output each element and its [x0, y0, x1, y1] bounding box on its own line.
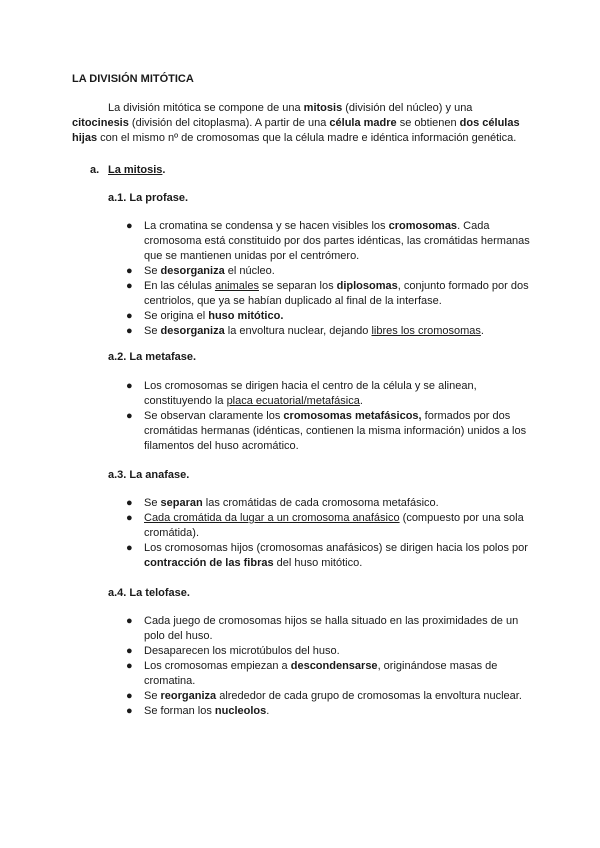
item-bold: reorganiza	[160, 690, 217, 702]
list-item	[126, 279, 530, 309]
item-text: .	[480, 325, 484, 337]
bullet-icon: ●	[126, 705, 133, 717]
bullet-icon: ●	[126, 512, 133, 524]
metafase-heading: a.2. La metafase.	[108, 351, 197, 363]
section-period: .	[162, 164, 166, 176]
item-text: Desaparecen los microtúbulos del huso.	[144, 645, 340, 657]
list-item	[126, 379, 530, 409]
item-bold: huso mitótico.	[208, 310, 284, 322]
item-text: la envoltura nuclear, dejando	[224, 325, 372, 337]
list-item	[126, 704, 530, 719]
intro-text: se obtienen	[396, 117, 460, 129]
item-text: En las células	[144, 280, 215, 292]
item-text: Los cromosomas se dirigen hacia el centro de la célula y se alinean, constituyendo la	[144, 380, 477, 407]
bullet-icon: ●	[126, 280, 133, 292]
item-text: Se origina el	[144, 310, 209, 322]
anafase-heading: a.3. La anafase.	[108, 469, 190, 481]
item-text: se separan los	[258, 280, 337, 292]
item-text: Se observan claramente los	[144, 410, 284, 422]
item-text: .	[359, 395, 363, 407]
profase-list	[126, 219, 530, 339]
term-mitosis: mitosis	[303, 102, 343, 114]
list-item	[126, 324, 530, 339]
item-underline: libres los cromosomas	[371, 325, 481, 337]
item-text: , conjunto formado por dos centriolos, que ya se habían duplicado al final de la interfase.	[144, 280, 529, 307]
list-item	[126, 496, 530, 511]
bullet-icon: ●	[126, 542, 133, 554]
item-text: del huso mitótico.	[273, 557, 363, 569]
bullet-icon: ●	[126, 615, 133, 627]
item-bold: separan	[160, 497, 203, 509]
item-text: las cromátidas de cada cromosoma metafásico.	[202, 497, 439, 509]
item-text: , originándose masas de cromatina.	[144, 660, 498, 687]
item-text: alrededor de cada grupo de cromosomas la envoltura nuclear.	[216, 690, 522, 702]
bullet-icon: ●	[126, 220, 133, 232]
telofase-heading: a.4. La telofase.	[108, 587, 190, 599]
item-bold: nucleolos	[214, 705, 267, 717]
telofase-list	[126, 614, 530, 719]
profase-heading: a.1. La profase.	[108, 192, 189, 204]
section-a-heading	[90, 163, 165, 178]
term-dos-celulas: dos células hijas	[72, 117, 520, 144]
section-label: La mitosis	[108, 164, 163, 176]
item-bold: descondensarse	[290, 660, 378, 672]
item-text: Se forman los	[144, 705, 215, 717]
list-item	[126, 614, 530, 644]
item-text: el núcleo.	[224, 265, 275, 277]
list-item	[126, 264, 530, 279]
list-item	[126, 219, 530, 264]
list-item	[126, 541, 530, 571]
item-text: . Cada cromosoma está constituido por dos partes idénticas, las cromátidas hermanas que se mantienen unidas por el centrómero.	[144, 220, 530, 262]
item-bold: desorganiza	[160, 325, 225, 337]
bullet-icon: ●	[126, 380, 133, 392]
list-item	[126, 511, 530, 541]
item-bold: cromosomas metafásicos,	[283, 410, 422, 422]
list-item	[126, 644, 530, 659]
metafase-list	[126, 379, 530, 454]
anafase-list	[126, 496, 530, 571]
bullet-icon: ●	[126, 690, 133, 702]
bullet-icon: ●	[126, 660, 133, 672]
term-celula-madre: célula madre	[329, 117, 397, 129]
item-underline: Cada cromátida da lugar a un cromosoma anafásico	[144, 512, 400, 524]
item-underline: animales	[214, 280, 259, 292]
list-item	[126, 309, 530, 324]
bullet-icon: ●	[126, 497, 133, 509]
item-text: (compuesto por una sola cromátida).	[144, 512, 524, 539]
item-text: Cada juego de cromosomas hijos se halla situado en las proximidades de un polo del huso.	[144, 615, 519, 642]
item-text: Se	[144, 325, 161, 337]
list-item	[126, 409, 530, 454]
item-text: .	[266, 705, 270, 717]
item-bold: diplosomas	[336, 280, 398, 292]
intro-text: con el mismo nº de cromosomas que la célula madre e idéntica información genética.	[97, 132, 517, 144]
intro-text: (división del núcleo) y una	[342, 102, 473, 114]
item-text: La cromatina se condensa y se hacen visibles los	[144, 220, 389, 232]
item-text: Se	[144, 265, 161, 277]
bullet-icon: ●	[126, 325, 133, 337]
list-item	[126, 659, 530, 689]
item-bold: desorganiza	[160, 265, 225, 277]
bullet-icon: ●	[126, 310, 133, 322]
item-bold: contracción de las fibras	[144, 557, 274, 569]
bullet-icon: ●	[126, 265, 133, 277]
item-text: Los cromosomas empiezan a	[144, 660, 291, 672]
intro-text: (división del citoplasma). A partir de una	[128, 117, 330, 129]
item-text: Se	[144, 497, 161, 509]
document-title: LA DIVISIÓN MITÓTICA	[72, 73, 194, 85]
intro-text: La división mitótica se compone de una	[108, 102, 304, 114]
item-text: formados por dos cromátidas hermanas (idénticas, contienen la misma información) unidos a los filamentos del huso acromático.	[144, 410, 527, 452]
item-text: Los cromosomas hijos (cromosomas anafásicos) se dirigen hacia los polos por	[144, 542, 528, 554]
bullet-icon: ●	[126, 410, 133, 422]
section-number: a.	[90, 164, 100, 176]
item-bold: cromosomas	[388, 220, 458, 232]
bullet-icon: ●	[126, 645, 133, 657]
term-citocinesis: citocinesis	[72, 117, 129, 129]
item-text: Se	[144, 690, 161, 702]
intro-paragraph	[72, 101, 530, 146]
list-item	[126, 689, 530, 704]
item-underline: placa ecuatorial/metafásica	[226, 395, 360, 407]
